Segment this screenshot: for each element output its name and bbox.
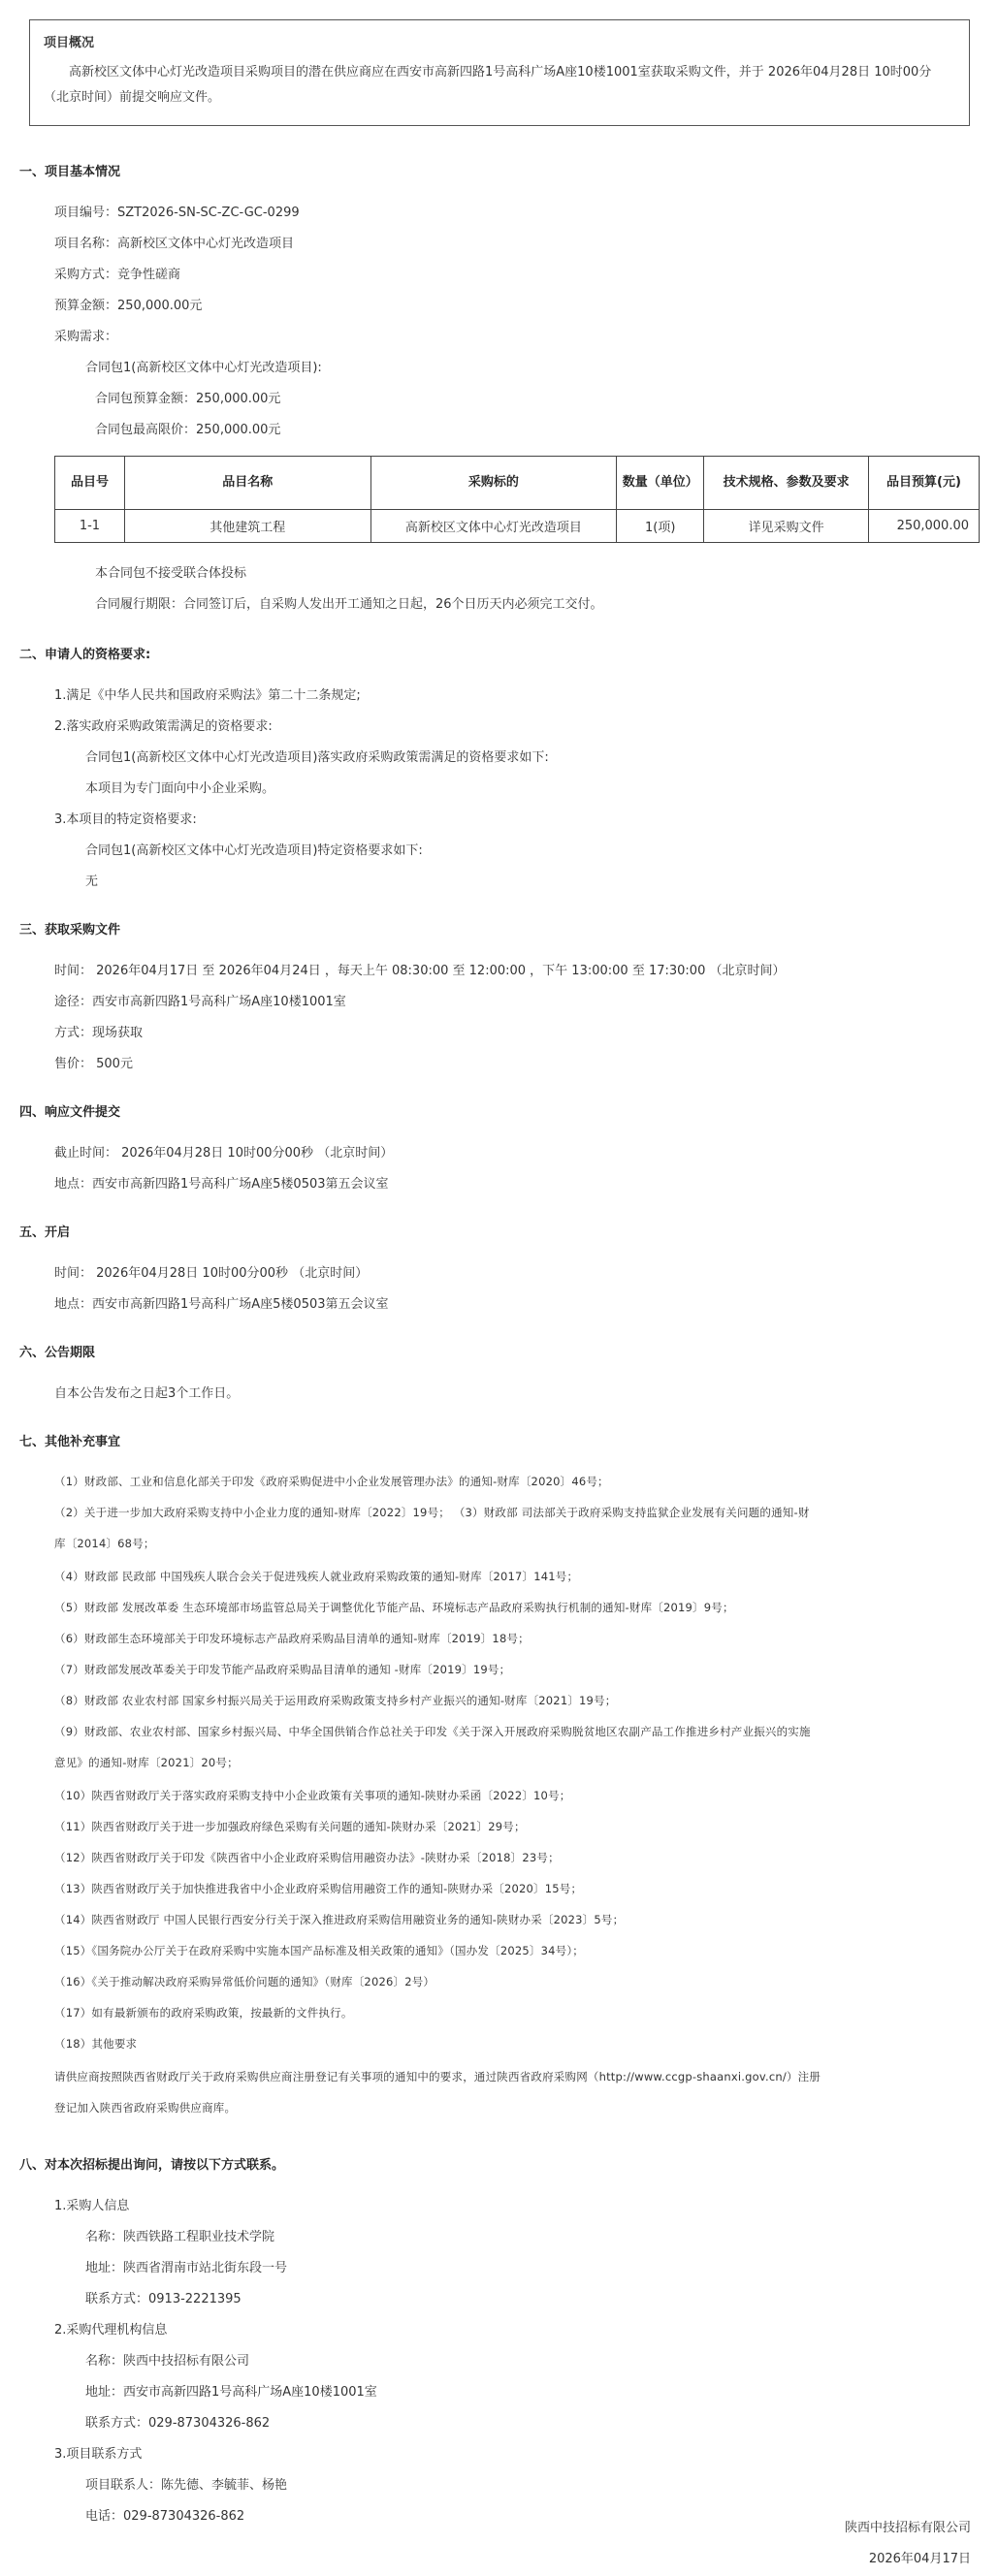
footer-date: 2026年04月17日	[868, 2552, 971, 2566]
package-max-price: 合同包最高限价：250,000.00元	[95, 423, 281, 437]
qualification-2-package: 合同包1(高新校区文体中心灯光改造项目)落实政府采购政策需满足的资格要求如下:	[85, 750, 549, 765]
project-number: 项目编号：SZT2026-SN-SC-ZC-GC-0299	[54, 206, 300, 220]
project-contact-persons: 项目联系人：陈先德、李毓菲、杨艳	[85, 2478, 288, 2493]
qualification-2-detail: 本项目为专门面向中小企业采购。	[85, 781, 275, 796]
policy-line: （8）财政部 农业农村部 国家乡村振兴局关于运用政府采购政策支持乡村产业振兴的通知-财库〔2021〕19号；	[54, 1694, 617, 1707]
cell-item-name: 其他建筑工程	[124, 510, 370, 543]
qualification-3-package: 合同包1(高新校区文体中心灯光改造项目)特定资格要求如下:	[85, 843, 423, 858]
project-contact-label: 3.项目联系方式	[54, 2447, 143, 2462]
package-budget: 合同包预算金额：250,000.00元	[95, 392, 281, 406]
section-2-heading: 二、申请人的资格要求:	[19, 648, 151, 662]
section-3-heading: 三、获取采购文件	[19, 923, 121, 938]
obtain-place: 途径：西安市高新四路1号高科广场A座10楼1001室	[54, 995, 346, 1009]
policy-line: （9）财政部、农业农村部、国家乡村振兴局、中华全国供销合作总社关于印发《关于深入开展政府采购脱贫地区农副产品工作推进乡村产业振兴的实施	[54, 1725, 811, 1738]
section-6-heading: 六、公告期限	[19, 1346, 96, 1360]
registration-note: 请供应商按照陕西省财政厅关于政府采购供应商注册登记有关事项的通知中的要求，通过陕西省政府采购网（http://www.ccgp-shaanxi.gov.cn/）注册	[54, 2070, 821, 2083]
procurement-demand: 采购需求：	[54, 330, 118, 344]
cell-item-no: 1-1	[55, 510, 125, 543]
obtain-mode: 方式：现场获取	[54, 1026, 144, 1040]
policy-line: （10）陕西省财政厅关于落实政府采购支持中小企业政策有关事项的通知-陕财办采函〔2022〕10号；	[54, 1789, 571, 1802]
submit-deadline: 截止时间： 2026年04月28日 10时00分00秒 （北京时间）	[54, 1146, 394, 1161]
policy-line: （17）如有最新颁布的政府采购政策，按最新的文件执行。	[54, 2006, 353, 2019]
policy-line: （18）其他要求	[54, 2037, 138, 2051]
overview-title: 项目概况	[44, 36, 95, 50]
no-consortium: 本合同包不接受联合体投标	[95, 566, 247, 581]
purchaser-address: 地址：陕西省渭南市站北街东段一号	[85, 2261, 288, 2275]
purchaser-name: 名称：陕西铁路工程职业技术学院	[85, 2230, 275, 2244]
policy-line: （5）财政部 发展改革委 生态环境部市场监管总局关于调整优化节能产品、环境标志产品政府采购执行机制的通知-财库〔2019〕9号；	[54, 1601, 734, 1614]
submit-place: 地点：西安市高新四路1号高科广场A座5楼0503第五会议室	[54, 1177, 389, 1192]
section-8-heading: 八、对本次招标提出询问，请按以下方式联系。	[19, 2158, 285, 2173]
policy-line: （11）陕西省财政厅关于进一步加强政府绿色采购有关问题的通知-陕财办采〔2021〕29号；	[54, 1820, 526, 1833]
agency-contact: 联系方式：029-87304326-862	[85, 2416, 271, 2431]
budget-amount: 预算金额：250,000.00元	[54, 299, 203, 313]
project-contact-phone: 电话：029-87304326-862	[85, 2509, 245, 2524]
qualification-1: 1.满足《中华人民共和国政府采购法》第二十二条规定;	[54, 688, 361, 703]
overview-box	[29, 19, 970, 126]
agency-address: 地址：西安市高新四路1号高科广场A座10楼1001室	[85, 2385, 377, 2400]
opening-time: 时间： 2026年04月28日 10时00分00秒 （北京时间）	[54, 1266, 369, 1281]
cell-subject: 高新校区文体中心灯光改造项目	[370, 510, 617, 543]
table-header-row	[55, 457, 980, 510]
policy-line: （16）《关于推动解决政府采购异常低价问题的通知》（财库〔2026〕2号）	[54, 1975, 435, 1988]
section-7-heading: 七、其他补充事宜	[19, 1435, 121, 1449]
cell-specs: 详见采购文件	[704, 510, 869, 543]
agency-name: 名称：陕西中技招标有限公司	[85, 2354, 250, 2369]
cell-item-budget: 250,000.00	[869, 510, 980, 543]
qualification-2: 2.落实政府采购政策需满足的资格要求:	[54, 719, 273, 734]
policy-line: （14）陕西省财政厅 中国人民银行西安分行关于深入推进政府采购信用融资业务的通知-陕财办采〔2023〕5号；	[54, 1913, 625, 1926]
policy-line: （1）财政部、工业和信息化部关于印发《政府采购促进中小企业发展管理办法》的通知-财库〔2020〕46号；	[54, 1475, 609, 1488]
notice-period: 自本公告发布之日起3个工作日。	[54, 1386, 240, 1401]
opening-place: 地点：西安市高新四路1号高科广场A座5楼0503第五会议室	[54, 1297, 389, 1312]
header-item-budget: 品目预算(元)	[869, 457, 980, 510]
header-item-name: 品目名称	[124, 457, 370, 510]
header-subject: 采购标的	[370, 457, 617, 510]
policy-line: （6）财政部生态环境部关于印发环境标志产品政府采购品目清单的通知-财库〔2019〕18号；	[54, 1632, 530, 1645]
policy-line: （12）陕西省财政厅关于印发《陕西省中小企业政府采购信用融资办法》-陕财办采〔2018〕23号；	[54, 1851, 560, 1864]
obtain-time: 时间： 2026年04月17日 至 2026年04月24日 ，每天上午 08:30:00 至 12:00:00 ，下午 13:00:00 至 17:30:00 （北京时间）	[54, 964, 786, 978]
contract-period: 合同履行期限：合同签订后，自采购人发出开工通知之日起，26个日历天内必须完工交付。	[95, 597, 603, 612]
purchaser-label: 1.采购人信息	[54, 2199, 130, 2213]
table-row	[55, 510, 980, 543]
section-5-heading: 五、开启	[19, 1225, 71, 1240]
items-table	[54, 456, 980, 543]
policy-line: （7）财政部发展改革委关于印发节能产品政府采购品目清单的通知 -财库〔2019〕19号；	[54, 1663, 511, 1676]
policy-line: （15）《国务院办公厅关于在政府采购中实施本国产品标准及相关政策的通知》（国办发〔2025〕34号）；	[54, 1944, 584, 1957]
policy-line: 意见》的通知-财库〔2021〕20号；	[54, 1756, 239, 1769]
overview-text: 高新校区文体中心灯光改造项目采购项目的潜在供应商应在西安市高新四路1号高科广场A座10楼1001室获取采购文件，并于 2026年04月28日 10时00分 （北京时间）前提交响应文件。	[44, 65, 932, 105]
policy-line: （2）关于进一步加大政府采购支持中小企业力度的通知-财库〔2022〕19号； （3）财政部 司法部关于政府采购支持监狱企业发展有关问题的通知-财	[54, 1506, 810, 1519]
footer-company: 陕西中技招标有限公司	[844, 2521, 971, 2535]
policy-line: （13）陕西省财政厅关于加快推进我省中小企业政府采购信用融资工作的通知-陕财办采〔2020〕15号；	[54, 1882, 583, 1895]
cell-quantity: 1(项)	[617, 510, 704, 543]
header-item-no: 品目号	[55, 457, 125, 510]
header-quantity: 数量（单位）	[617, 457, 704, 510]
procurement-method: 采购方式：竞争性磋商	[54, 268, 181, 282]
qualification-3: 3.本项目的特定资格要求:	[54, 812, 197, 827]
header-specs: 技术规格、参数及要求	[704, 457, 869, 510]
agency-label: 2.采购代理机构信息	[54, 2323, 168, 2337]
section-4-heading: 四、响应文件提交	[19, 1105, 121, 1120]
purchaser-contact: 联系方式：0913-2221395	[85, 2292, 241, 2306]
qualification-3-detail: 无	[85, 875, 99, 889]
contract-package: 合同包1(高新校区文体中心灯光改造项目):	[85, 361, 322, 375]
project-name: 项目名称：高新校区文体中心灯光改造项目	[54, 237, 295, 251]
obtain-price: 售价： 500元	[54, 1057, 133, 1071]
policy-line: （4）财政部 民政部 中国残疾人联合会关于促进残疾人就业政府采购政策的通知-财库〔2017〕141号；	[54, 1570, 579, 1583]
section-1-heading: 一、项目基本情况	[19, 165, 121, 179]
registration-note-cont: 登记加入陕西省政府采购供应商库。	[54, 2101, 237, 2115]
policy-line: 库〔2014〕68号；	[54, 1537, 155, 1550]
